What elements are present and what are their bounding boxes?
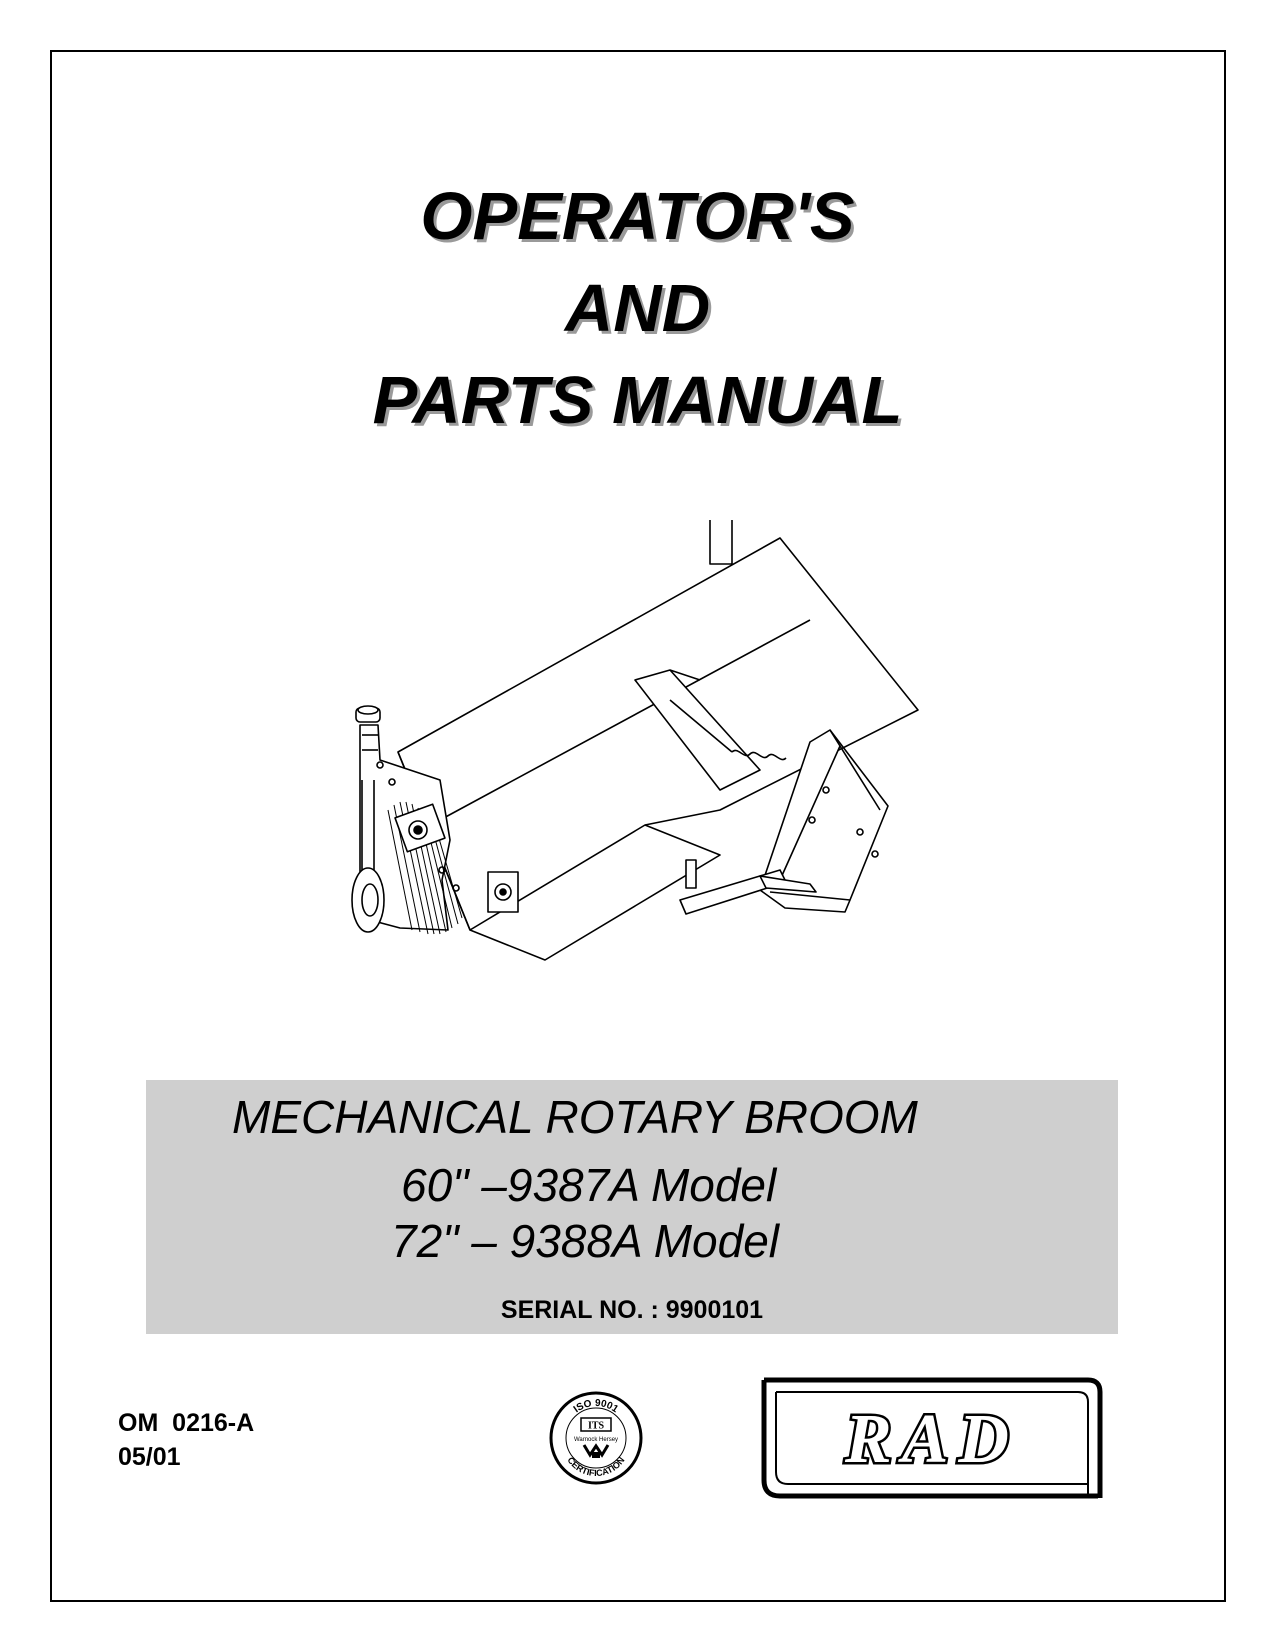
seal-bottom-text: CERTIFICATION xyxy=(565,1455,627,1479)
document-code xyxy=(118,1406,254,1474)
rad-brand-logo xyxy=(760,1376,1104,1500)
product-info-box xyxy=(146,1080,1118,1334)
iso-certification-seal-icon xyxy=(548,1390,644,1486)
serial-number: SERIAL NO. : 9900101 xyxy=(500,1296,764,1324)
document-number: OM 0216-A xyxy=(118,1409,255,1437)
title-line-2: AND xyxy=(564,271,711,346)
title-line-3: PARTS MANUAL xyxy=(372,363,903,438)
model-60: 60" –9387A Model xyxy=(401,1159,777,1211)
brand-text: RAD xyxy=(845,1401,1019,1478)
product-name: MECHANICAL ROTARY BROOM xyxy=(232,1091,918,1143)
document-date: 05/01 xyxy=(118,1443,181,1471)
model-72: 72" – 9388A Model xyxy=(391,1215,780,1267)
title-line-1: OPERATOR'S xyxy=(420,179,855,254)
seal-badge: ITS xyxy=(587,1420,605,1432)
rotary-broom-illustration xyxy=(340,520,980,1000)
seal-middle-text: Warnock Hersey xyxy=(573,1437,619,1443)
seal-top-text: ISO 9001 xyxy=(571,1397,621,1416)
